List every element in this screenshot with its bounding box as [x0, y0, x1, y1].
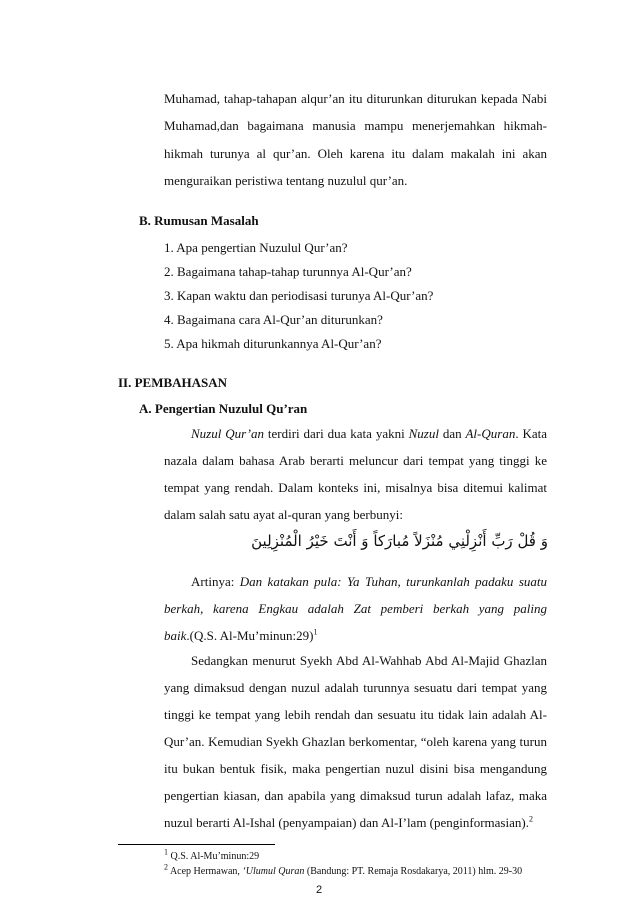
list-item: 1. Apa pengertian Nuzulul Qur’an?: [164, 240, 348, 255]
para2-line: yang dimaksud dengan nuzul adalah turunnya sesuatu dari tempat yang: [164, 680, 547, 695]
intro-line: Muhamad,dan bagaimana manusia mampu menerjemahkan hikmah-: [164, 118, 547, 133]
list-item: 5. Apa hikmah diturunkannya Al-Qur’an?: [164, 336, 382, 351]
section-b-heading: B. Rumusan Masalah: [139, 213, 259, 228]
para1-line: Nuzul Qur’an terdiri dari dua kata yakni Nuzul dan Al-Quran. Kata: [191, 426, 548, 441]
list-item: 4. Bagaimana cara Al-Qur’an diturunkan?: [164, 312, 383, 327]
intro-line: menguraikan peristiwa tentang nuzulul qur’an.: [164, 173, 408, 188]
para1-line: dalam salah satu ayat al-quran yang berbunyi:: [164, 507, 403, 522]
page-number: 2: [315, 884, 323, 896]
translation-line: baik.(Q.S. Al-Mu’minun:29)$^1$: [164, 627, 318, 643]
translation-line: Artinya: Dan katakan pula: Ya Tuhan, turunkanlah padaku suatu: [191, 574, 547, 589]
list-item: 3. Kapan waktu dan periodisasi turunya Al-Qur’an?: [164, 288, 434, 303]
para2-line: tinggi ke tempat yang lebih rendah dan sesuatu itu tidak lain adalah Al-: [164, 707, 547, 722]
para2-line: Sedangkan menurut Syekh Abd Al-Wahhab Abd Al-Majid Ghazlan: [191, 653, 547, 668]
footnote-1: $^1$ Q.S. Al-Mu’minun:29: [164, 847, 260, 862]
footnote-ref-1[interactable]: 1: [313, 627, 318, 637]
list-item: 2. Bagaimana tahap-tahap turunnya Al-Qur’an?: [164, 264, 412, 279]
intro-line: hikmah turunya al qur’an. Oleh karena itu dalam makalah ini akan: [164, 146, 547, 161]
para2-line: pengertian kiasan, dan apabila yang dimaksud turun adalah lafaz, maka: [164, 788, 547, 803]
para2-line: itu bukan bentuk fisik, maka pengertian nuzul disini bisa mengandung: [164, 761, 547, 776]
term-nuzul: Nuzul: [408, 426, 439, 441]
intro-line: Muhamad, tahap-tahapan alqur’an itu diturunkan diturukan kepada Nabi: [164, 91, 547, 106]
para1-line: tempat yang rendah. Dalam konteks ini, misalnya bisa ditemui kalimat: [164, 480, 547, 495]
footnote-ref-2[interactable]: 2: [528, 814, 533, 824]
arabic-verse: وَ قُلْ رَبِّ أَنْزِلْنِي مُنْزَلاً مُبارَكاً وَ أَنْتَ خَيْرُ الْمُنْزِلِينَ: [251, 532, 548, 550]
para2-line: Qur’an. Kemudian Syekh Ghazlan berkomentar, “oleh karena yang turun: [164, 734, 547, 749]
term-nuzul-quran: Nuzul Qur’an: [191, 426, 264, 441]
term-al-quran: Al-Quran: [465, 426, 516, 441]
subsection-a-heading: A. Pengertian Nuzulul Qu’ran: [139, 401, 308, 416]
translation-line: berkah, karena Engkau adalah Zat pemberi berkah yang paling: [164, 601, 547, 616]
para1-line: nazala dalam bahasa Arab berarti meluncur dari tempat yang tinggi ke: [164, 453, 547, 468]
para2-line: nuzul berarti Al-Ishal (penyampaian) dan Al-I’lam (penginformasian).$^2$: [164, 814, 533, 830]
translation-label: Artinya:: [191, 574, 240, 589]
footnote-separator: [118, 844, 275, 845]
footnote-2: $^2$ Acep Hermawan, ‘Ulumul Quran (Bandung: PT. Remaja Rosdakarya, 2011) hlm. 29-30: [164, 862, 523, 877]
section-ii-heading: II. PEMBAHASAN: [118, 375, 228, 390]
